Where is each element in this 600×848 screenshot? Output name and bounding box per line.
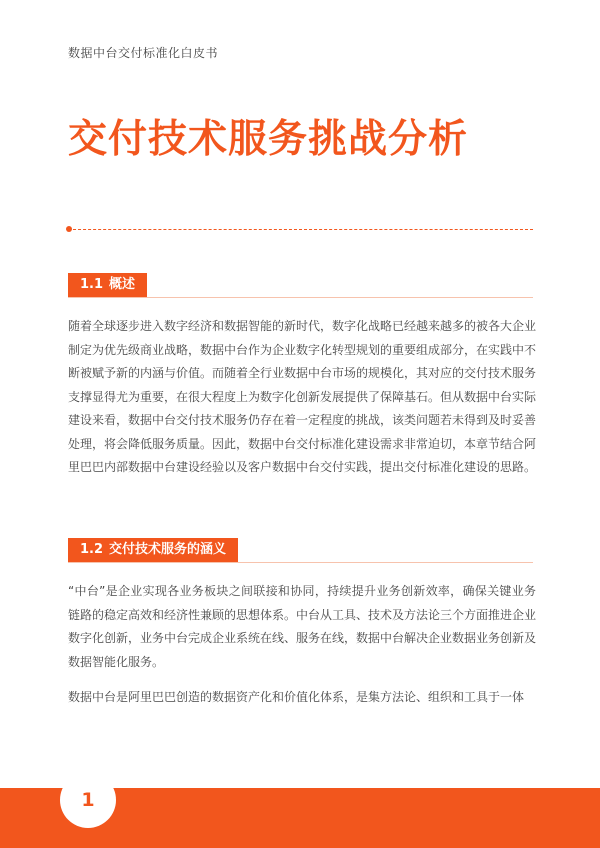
section-title: 交付技术服务的涵义 <box>109 542 227 557</box>
section-title: 概述 <box>109 277 136 292</box>
data-platform-paragraph: 数据中台是阿里巴巴创造的数据资产化和价值化体系，是集方法论、组织和工具于一体 <box>68 690 525 704</box>
section-heading-meaning <box>68 538 238 562</box>
page-title: 交付技术服务挑战分析 <box>68 117 469 162</box>
section-number: 1.1 <box>80 277 104 292</box>
page-number: 1 <box>60 772 116 828</box>
running-header: 数据中台交付标准化白皮书 <box>68 46 219 60</box>
overview-paragraph: 随着全球逐步进入数字经济和数据智能的新时代，数字化战略已经越来越多的被各大企业制定为优先级商业战略，数据中台作为企业数字化转型规划的重要组成部分，在实践中不断被赋予新的内涵与价值。而随着全行业数据中台市场的规模化，其对应的交付技术服务支撑显得尤为重要，在很大程度上为数字化创新发展提供了保障基石。但从数据中台实际建设来看，数据中台交付技术服务仍存在着一定程度的挑战，该类问题若未得到及时妥善处理，将会降低服务质量。因此，数据中台交付标准化建设需求非常迫切，本章节结合阿里巴巴内部数据中台建设经验以及客户数据中台交付实践，提出交付标准化建设的思路。 <box>68 319 537 474</box>
title-divider-dot <box>66 226 72 232</box>
title-divider <box>68 229 533 230</box>
section-rule <box>68 297 533 298</box>
section-rule <box>68 562 533 563</box>
section-number: 1.2 <box>80 542 104 557</box>
section-heading-overview <box>68 273 147 297</box>
middle-platform-paragraph: “中台”是企业实现各业务板块之间联接和协同，持续提升业务创新效率，确保关键业务链路的稳定高效和经济性兼顾的思想体系。中台从工具、技术及方法论三个方面推进企业数字化创新，业务中台完成企业系统在线、服务在线，数据中台解决企业数据业务创新及数据智能化服务。 <box>68 584 537 669</box>
